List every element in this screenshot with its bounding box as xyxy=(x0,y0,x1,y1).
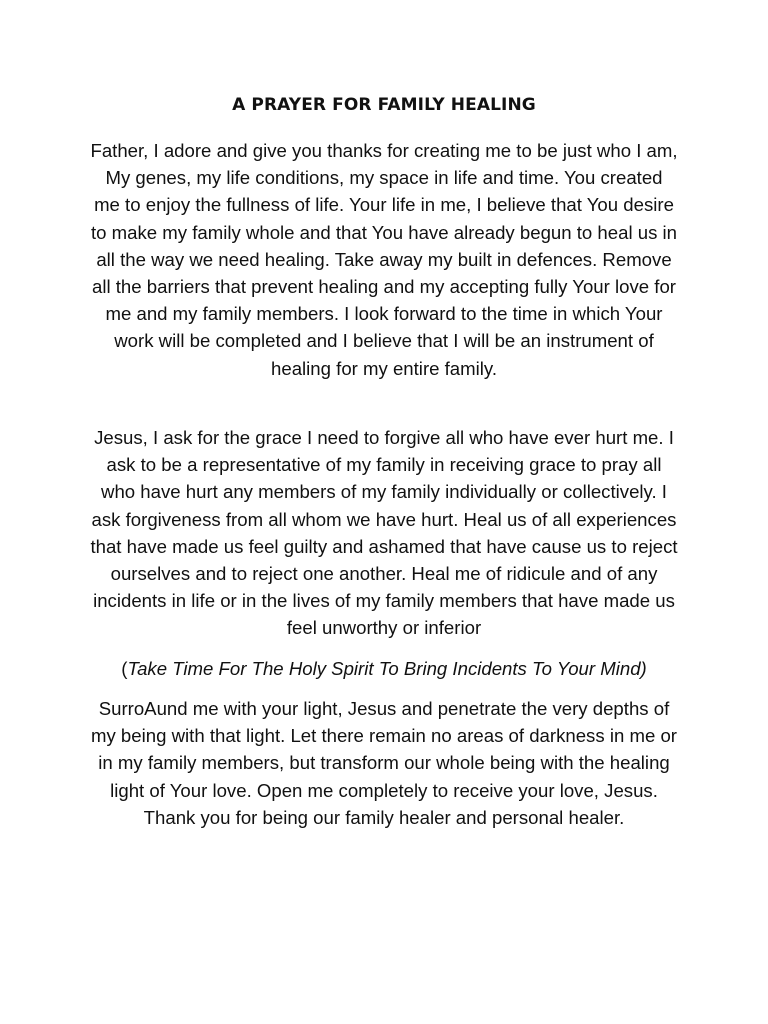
document-title: A PRAYER FOR FAMILY HEALING xyxy=(232,95,536,115)
instruction-text: Take Time For The Holy Spirit To Bring Incidents To Your Mind) xyxy=(127,658,647,679)
prayer-paragraph-1: Father, I adore and give you thanks for creating me to be just who I am, My genes, my life conditions, my space in life and time. You created me to enjoy the fullness of life. Your life in me, I believe that You desire to make my family whole and that You have already begun to heal us in all the way we need healing. Take away my built in defences. Remove all the barriers that prevent healing and my accepting fully Your love for me and my family members. I look forward to the time in which Your work will be completed and I believe that I will be an instrument of healing for my entire family. xyxy=(90,140,678,379)
prayer-paragraph-3: SurroAund me with your light, Jesus and penetrate the very depths of my being with that light. Let there remain no areas of darkness in me or in my family members, but transform our whole being with the healing light of Your love. Open me completely to receive your love, Jesus. Thank you for being our family healer and personal healer. xyxy=(90,698,677,828)
instruction-line xyxy=(90,655,678,682)
instruction-open-paren: ( xyxy=(121,658,128,679)
prayer-paragraph-2: Jesus, I ask for the grace I need to forgive all who have ever hurt me. I ask to be a representative of my family in receiving grace to pray all who have hurt any members of my family individually or collectively. I ask forgiveness from all whom we have hurt. Heal us of all experiences that have made us feel guilty and ashamed that have cause us to reject ourselves and to reject one another. Heal me of ridicule and of any incidents in life or in the lives of my family members that have made us feel unworthy or inferior xyxy=(90,427,678,639)
